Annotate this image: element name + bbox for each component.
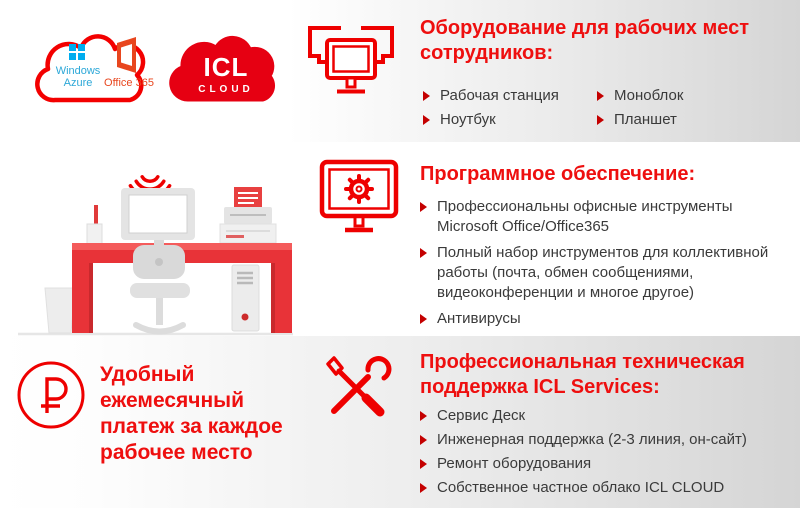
equipment-item-label: Ноутбук (440, 110, 496, 128)
bullet-triangle-icon (420, 435, 427, 445)
equipment-column-2 (597, 86, 683, 130)
azure-label: Azure (63, 77, 93, 89)
printer (220, 187, 276, 243)
icl-label: ICL (203, 52, 249, 82)
bullet-triangle-icon (420, 459, 427, 469)
list-item (597, 110, 683, 130)
bullet-triangle-icon (420, 411, 427, 421)
office365-label: Office 365 (104, 77, 154, 89)
software-item-label: Профессиональны офисные инструменты Microsoft Office/Office365 (437, 198, 733, 235)
support-title: Профессиональная техническая поддержка ICL Services: (420, 351, 745, 398)
software-item-label: Полный набор инструментов для коллективной работы (почта, обмен сообщениями, видеоконференции и многое другое) (437, 243, 769, 301)
list-item (420, 430, 790, 450)
list-item (420, 197, 770, 237)
software-item-label: Антивирусы (437, 309, 521, 327)
support-item-label: Сервис Деск (437, 407, 526, 424)
public-cloud-logo (33, 16, 167, 116)
equipment-column-1 (423, 86, 597, 130)
list-item (597, 86, 683, 106)
windows-label: Windows (55, 65, 101, 77)
support-item-label: Инженерная поддержка (2-3 линия, он-сайт) (437, 430, 747, 448)
bullet-triangle-icon (597, 91, 604, 101)
bullet-triangle-icon (420, 248, 427, 258)
software-title: Программное обеспечение: (420, 163, 696, 185)
gear-icon (346, 176, 372, 202)
support-item-label: Ремонт оборудования (437, 454, 592, 472)
list-item (423, 86, 597, 106)
list-item (420, 478, 790, 498)
list-item (420, 406, 790, 426)
software-list (420, 197, 770, 329)
icl-cloud-logo (168, 12, 280, 112)
equipment-title: Оборудование для рабочих мест сотрудников: (420, 17, 750, 64)
bullet-triangle-icon (420, 314, 427, 324)
screwdriver-icon (328, 358, 380, 412)
office-chair (130, 283, 190, 332)
equipment-item-label: Рабочая станция (440, 87, 559, 104)
bullet-triangle-icon (420, 202, 427, 212)
bullet-triangle-icon (420, 483, 427, 493)
software-icon (318, 158, 400, 244)
equipment-list (423, 86, 783, 130)
workplace-illustration (8, 145, 300, 337)
pen-cup (87, 205, 102, 244)
pc-tower (232, 265, 259, 331)
support-tools-icon (318, 350, 396, 430)
icl-cloud-label: CLOUD (198, 84, 254, 95)
equipment-item-label: Моноблок (614, 87, 684, 104)
support-item-label: Собственное частное облако ICL CLOUD (437, 478, 725, 496)
ruble-icon (14, 358, 88, 432)
list-item (420, 243, 770, 303)
payment-text: Удобный ежемесячный платеж за каждое рабочее место (100, 363, 283, 465)
monitor (121, 188, 195, 279)
trash-bin (45, 288, 75, 333)
bullet-triangle-icon (597, 115, 604, 125)
equipment-item-label: Планшет (614, 110, 677, 128)
list-item (423, 110, 597, 130)
bullet-triangle-icon (423, 115, 430, 125)
workstations-icon (303, 16, 399, 108)
list-item (420, 454, 790, 474)
bullet-triangle-icon (423, 91, 430, 101)
support-list (420, 406, 790, 498)
list-item (420, 309, 770, 329)
